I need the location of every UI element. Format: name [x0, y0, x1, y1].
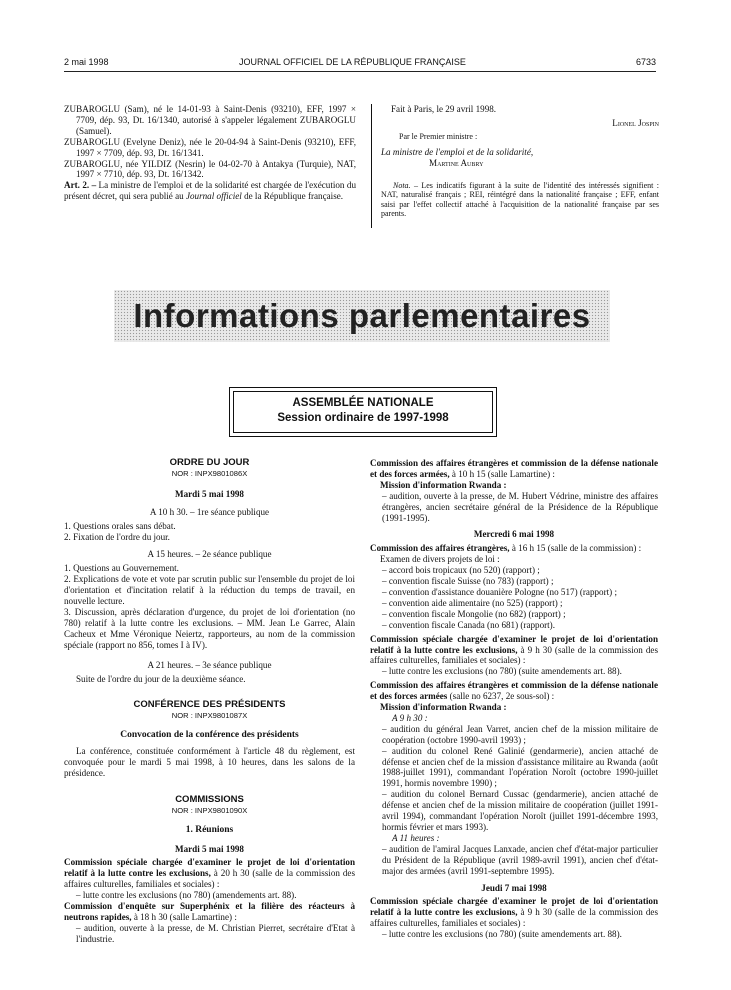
- agenda-item: 2. Explications de vote et vote par scrutin public sur l'ensemble du projet de loi d'orientation et d'incitation relatif à la réduction du temps de travail, en nouvelle lecture.: [64, 574, 355, 607]
- commission-entry: Commission spéciale chargée d'examiner le projet de loi d'orientation relatif à la lutte contre les exclusions, à 20 h 30 (salle de la commission des affaires culturelles, familiales et sociales) :: [64, 857, 355, 890]
- mission-heading: Mission d'information Rwanda :: [380, 479, 507, 490]
- running-header: [64, 57, 656, 69]
- left-column: [64, 458, 355, 945]
- commission-item: – audition, ouverte à la presse, de M. Hubert Védrine, ministre des affaires étrangères, ancien secrétaire général de la Présidence de la République (1991-1995).: [382, 490, 658, 523]
- section-banner: [114, 290, 610, 342]
- assembly-title: ASSEMBLÉE NATIONALE: [292, 397, 434, 409]
- convocation-text: La conférence, constituée conformément à l'article 48 du règlement, est convoquée pour le mardi 5 mai 1998, à 10 heures, dans les salons de la présidence.: [64, 746, 355, 778]
- minister-name: Martine Aubry: [429, 157, 484, 168]
- ordre-du-jour-heading: ORDRE DU JOUR: [169, 457, 250, 468]
- decree-entry: ZUBAROGLU (Sam), né le 14-01-93 à Saint-Denis (93210), EFF, 1997 × 7709, dép. 93, Dt. 16/1340, autorisé à s'appeler légalement ZUBAROGLU (Samuel).: [64, 104, 356, 136]
- header-rule: [64, 71, 656, 72]
- agenda-item: 2. Fixation de l'ordre du jour.: [64, 531, 170, 542]
- session-title: Session ordinaire de 1997-1998: [277, 412, 449, 424]
- decree-entry: ZUBAROGLU, née YILDIZ (Nesrin) le 04-02-70 à Antakya (Turquie), NAT, 1997 × 7710, dép. 93, Dt. 16/1342.: [64, 158, 356, 180]
- commission-item: – audition, ouverte à la presse, de M. Christian Pierret, secrétaire d'Etat à l'industrie.: [76, 922, 355, 944]
- commission-entry: Commission spéciale chargée d'examiner le projet de loi d'orientation relatif à la lutte contre les exclusions, à 9 h 30 (salle de la commission des affaires culturelles, familiales et sociales) :: [370, 633, 658, 666]
- commission-item: – convention fiscale Mongolie (no 682) (rapport) ;: [382, 608, 566, 619]
- time-heading: A 11 heures :: [392, 832, 440, 843]
- commission-item: – audition du colonel René Galinié (gendarmerie), ancien attaché de défense et ancien chef de la mission d'assistance militaire au Rwanda (août 1988-juillet 1991), commandant l'opération Noroît (octobre 1990-juillet 1991, hormis novembre 1990) ;: [382, 745, 658, 789]
- commission-item: – audition du colonel Bernard Cussac (gendarmerie), ancien attaché de défense et ancien chef de la mission militaire de coopération (juillet 1991-avril 1994), commandant l'opération Noroît (juillet 1991-décembre 1993, hormis février et mars 1993).: [382, 789, 658, 832]
- nor-reference: NOR : INPX9801087X: [171, 711, 248, 721]
- commission-item: – convention d'assistance douanière Pologne (no 517) (rapport) ;: [382, 586, 617, 597]
- time-heading: A 9 h 30 :: [392, 712, 428, 723]
- commission-entry: Commission des affaires étrangères et commission de la défense nationale et des forces armées, à 10 h 15 (salle Lamartine) :: [370, 458, 658, 479]
- date-heading: Jeudi 7 mai 1998: [481, 882, 547, 893]
- nor-reference: NOR : INPX9801086X: [171, 468, 248, 478]
- minister-title: La ministre de l'emploi et de la solidarité,: [381, 146, 534, 157]
- right-column: [370, 458, 658, 940]
- commission-entry: Commission des affaires étrangères, à 16 h 15 (salle de la commission) :: [370, 543, 642, 554]
- decree-entry: ZUBAROGLU (Evelyne Deniz), née le 20-04-94 à Saint-Denis (93210), EFF, 1997 × 7709, dép. 93, Dt. 16/1341.: [64, 136, 356, 158]
- commission-entry: Commission d'enquête sur Superphénix et la filière des réacteurs à neutrons rapides, à 18 h 30 (salle Lamartine) :: [64, 901, 355, 922]
- agenda-item: 3. Discussion, après déclaration d'urgence, du projet de loi d'orientation (no 780) relatif à la lutte contre les exclusions. – MM. Jean Le Garrec, Alain Cacheux et Mme Véronique Neiertz, rapporteurs, au nom de la commission spéciale (rapport no 856, tomes I à IV).: [64, 606, 355, 650]
- assembly-box: [229, 387, 497, 437]
- session-heading: A 15 heures. – 2e séance publique: [147, 549, 272, 560]
- par-line: Par le Premier ministre :: [399, 131, 478, 141]
- exam-heading: Examen de divers projets de loi :: [380, 554, 500, 565]
- commission-entry: Commission spéciale chargée d'examiner le projet de loi d'orientation relatif à la lutte contre les exclusions, à 9 h 30 (salle de la commission des affaires culturelles, familiales et sociales) :: [370, 896, 658, 929]
- decree-list: [64, 104, 356, 202]
- nota: Nota. – Les indicatifs figurant à la suite de l'identité des intéressés signifient : NAT, naturalisé français ; REI, réintégré dans la nationalité française ; EFF, enfant saisi par l'effet collectif attaché à l'acquisition de la nationalité française par ses parents.: [381, 180, 659, 219]
- header-date: 2 mai 1998: [64, 57, 109, 67]
- commission-item: – accord bois tropicaux (no 520) (rapport) ;: [382, 565, 540, 576]
- session-heading: A 21 heures. – 3e séance publique: [147, 659, 272, 670]
- commission-item: – convention aide alimentaire (no 525) (rapport) ;: [382, 597, 563, 608]
- date-heading: Mercredi 6 mai 1998: [473, 529, 555, 540]
- commission-item: – lutte contre les exclusions (no 780) (suite amendements art. 88).: [382, 929, 622, 940]
- nor-reference: NOR : INPX9801090X: [171, 805, 248, 815]
- header-journal: JOURNAL OFFICIEL DE LA RÉPUBLIQUE FRANÇAISE: [239, 57, 466, 67]
- mission-heading: Mission d'information Rwanda :: [380, 702, 507, 713]
- agenda-item: 1. Questions au Gouvernement.: [64, 563, 179, 574]
- commission-entry: Commission des affaires étrangères et commission de la défense nationale et des forces armées (salle no 6237, 2e sous-sol) :: [370, 680, 658, 702]
- agenda-item: Suite de l'ordre du jour de la deuxième séance.: [76, 673, 246, 684]
- reunions-heading: 1. Réunions: [185, 824, 234, 835]
- banner-title: Informations parlementaires: [133, 297, 591, 334]
- session-heading: A 10 h 30. – 1re séance publique: [149, 506, 270, 517]
- commission-item: – convention fiscale Canada (no 681) (rapport).: [382, 619, 555, 630]
- date-heading: Mardi 5 mai 1998: [175, 488, 244, 499]
- agenda-item: 1. Questions orales sans débat.: [64, 520, 176, 531]
- commission-item: – audition du général Jean Varret, ancien chef de la mission militaire de coopération (octobre 1990-avril 1993) ;: [382, 723, 658, 745]
- fait-line: Fait à Paris, le 29 avril 1998.: [391, 104, 497, 114]
- date-heading: Mardi 5 mai 1998: [175, 843, 244, 854]
- conference-heading: CONFÉRENCE DES PRÉSIDENTS: [133, 699, 286, 711]
- commission-item: – convention fiscale Suisse (no 783) (rapport) ;: [382, 576, 554, 587]
- convocation-heading: Convocation de la conférence des présidents: [120, 730, 299, 741]
- article-2: Art. 2. – La ministre de l'emploi et de la solidarité est chargée de l'exécution du présent décret, qui sera publié au Journal officiel de la République française.: [64, 180, 356, 202]
- signature-block: [381, 104, 659, 219]
- article-label: Art. 2. –: [64, 180, 97, 191]
- commission-item: – lutte contre les exclusions (no 780) (amendements art. 88).: [76, 890, 297, 901]
- signer-name: Lionel Jospin: [612, 117, 659, 128]
- commissions-heading: COMMISSIONS: [175, 793, 244, 805]
- header-page-number: 6733: [635, 57, 656, 67]
- commission-item: – audition de l'amiral Jacques Lanxade, ancien chef d'état-major particulier du Président de la République (avril 1989-avril 1991), ancien chef d'état-major des armées (avril 1991-septembre 1995).: [382, 843, 658, 876]
- commission-item: – lutte contre les exclusions (no 780) (suite amendements art. 88).: [382, 666, 622, 677]
- column-divider: [371, 104, 372, 228]
